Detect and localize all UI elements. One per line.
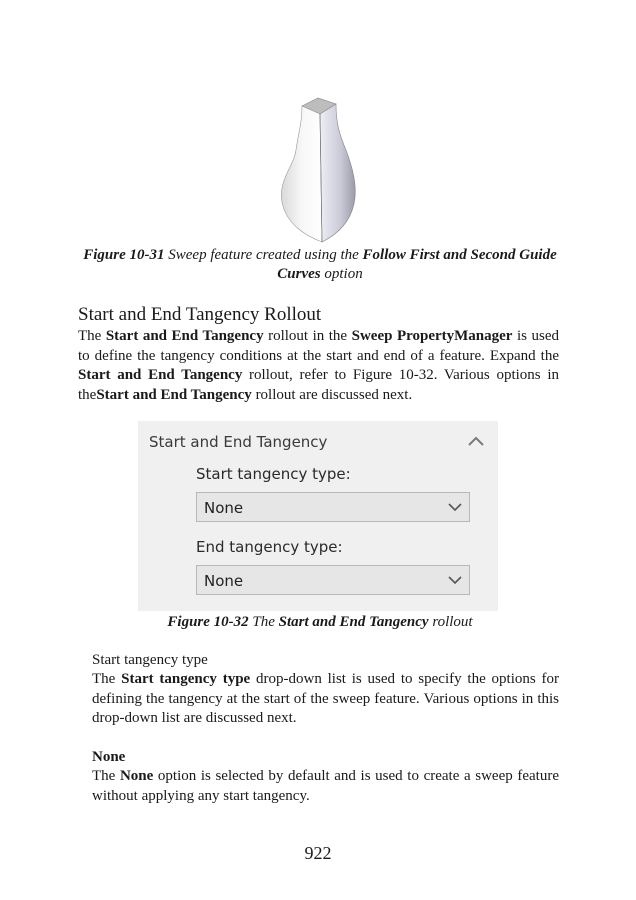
none-paragraph	[92, 767, 559, 806]
bold-term: Start and End Tangency	[78, 367, 243, 384]
end-tangency-value: None	[204, 572, 244, 590]
text: drop-down list is used to specify the options for defining the tangency at the start of the sweep feature. Various options in this drop-down list are discussed next.	[92, 671, 559, 727]
none-heading-text: None	[92, 749, 126, 765]
text: rollout, refer to Figure 10-32. Various options in the	[78, 367, 559, 403]
start-end-tangency-rollout	[138, 421, 498, 611]
text: is used to define the tangency conditions at the start and end of a feature. Expand the	[78, 328, 559, 364]
bold-term: Sweep PropertyManager	[351, 328, 513, 344]
chevron-down-icon	[447, 575, 463, 585]
figure-label: Figure 10-32	[167, 614, 249, 630]
bold-term: Start tangency type	[121, 671, 251, 687]
chevron-down-icon	[447, 502, 463, 512]
text: The	[92, 671, 122, 687]
figure-label: Figure 10-31	[83, 247, 165, 263]
end-tangency-label: End tangency type:	[196, 538, 343, 556]
bold-term: Start and End Tangency	[105, 328, 264, 344]
rollout-title[interactable]: Start and End Tangency	[149, 433, 328, 451]
caption-text: The	[248, 614, 279, 630]
figure-10-32-caption	[80, 613, 560, 632]
start-tangency-paragraph	[92, 670, 559, 729]
caption-text: option	[320, 266, 363, 282]
text: rollout in the	[263, 328, 352, 344]
caption-bold-text: Follow First and Second Guide Curves	[277, 247, 557, 282]
end-tangency-dropdown[interactable]	[196, 565, 470, 595]
figure-10-31-caption	[80, 246, 560, 284]
text: The	[92, 768, 120, 784]
none-heading	[92, 748, 559, 768]
intro-paragraph	[78, 327, 559, 405]
page-number: 922	[304, 843, 332, 863]
sub-heading: Start tangency type	[92, 652, 208, 668]
bold-term: None	[119, 768, 154, 784]
text: rollout are discussed next.	[251, 386, 413, 403]
bold-term: Start and End Tangency	[96, 386, 252, 403]
start-tangency-dropdown[interactable]	[196, 492, 470, 522]
caption-text: rollout	[428, 614, 473, 630]
text: option is selected by default and is used to create a sweep feature without applying any start tangency.	[92, 768, 559, 804]
caption-bold-text: Start and End Tangency	[278, 614, 429, 630]
start-tangency-label: Start tangency type:	[196, 465, 351, 483]
text: The	[78, 328, 106, 344]
start-tangency-value: None	[204, 499, 244, 517]
caption-text: Sweep feature created using the	[164, 247, 363, 263]
section-heading: Start and End Tangency Rollout	[78, 304, 322, 325]
sweep-feature-image	[276, 96, 360, 246]
chevron-up-icon[interactable]	[467, 435, 485, 447]
